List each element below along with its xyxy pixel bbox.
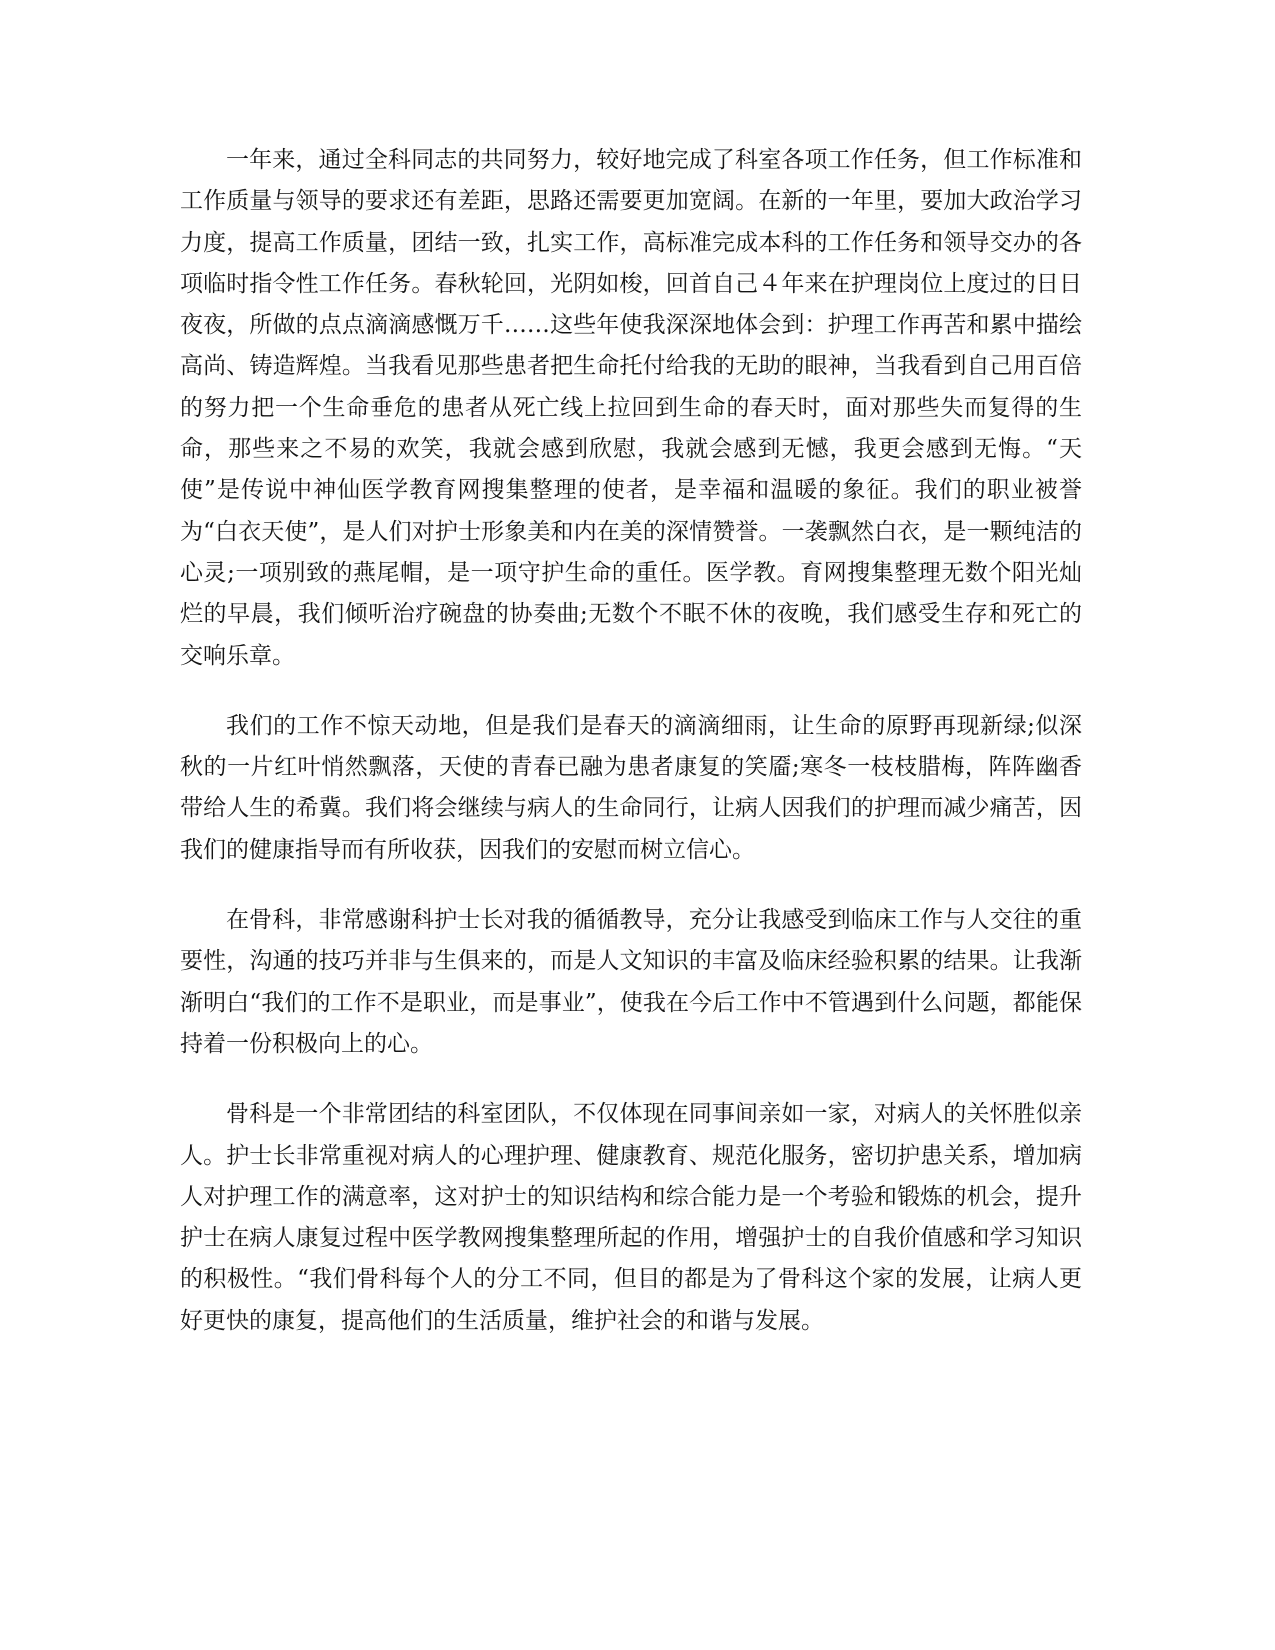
paragraph-1: 一年来，通过全科同志的共同努力，较好地完成了科室各项工作任务，但工作标准和工作质量与领导的要求还有差距，思路还需要更加宽阔。在新的一年里，要加大政治学习力度，提高工作质量，团结一致，扎实工作，高标准完成本科的工作任务和领导交办的各项临时指令性工作任务。春秋轮回，光阴如梭，回首自己４年来在护理岗位上度过的日日夜夜，所做的点点滴滴感慨万千……这些年使我深深地体会到：护理工作再苦和累中描绘高尚、铸造辉煌。当我看见那些患者把生命托付给我的无助的眼神，当我看到自己用百倍的努力把一个生命垂危的患者从死亡线上拉回到生命的春天时，面对那些失而复得的生命，那些来之不易的欢笑，我就会感到欣慰，我就会感到无憾，我更会感到无悔。“天使”是传说中神仙医学教育网搜集整理的使者，是幸福和温暖的象征。我们的职业被誉为“白衣天使”，是人们对护士形象美和内在美的深情赞誉。一袭飘然白衣，是一颗纯洁的心灵;一项别致的燕尾帽，是一项守护生命的重任。医学教。育网搜集整理无数个阳光灿烂的早晨，我们倾听治疗碗盘的协奏曲;无数个不眠不休的夜晚，我们感受生存和死亡的交响乐章。 bbox=[180, 147, 1082, 669]
paragraph-2: 我们的工作不惊天动地，但是我们是春天的滴滴细雨，让生命的原野再现新绿;似深秋的一片红叶悄然飘落，天使的青春已融为患者康复的笑靥;寒冬一枝枝腊梅，阵阵幽香带给人生的希冀。我们将会继续与病人的生命同行，让病人因我们的护理而减少痛苦，因我们的健康指导而有所收获，因我们的安慰而树立信心。 bbox=[180, 712, 1082, 863]
paragraph-3: 在骨科，非常感谢科护士长对我的循循教导，充分让我感受到临床工作与人交往的重要性，沟通的技巧并非与生俱来的，而是人文知识的丰富及临床经验积累的结果。让我渐渐明白“我们的工作不是职业，而是事业”，使我在今后工作中不管遇到什么问题，都能保持着一份积极向上的心。 bbox=[180, 907, 1082, 1057]
paragraph-4: 骨科是一个非常团结的科室团队，不仅体现在同事间亲如一家，对病人的关怀胜似亲人。护士长非常重视对病人的心理护理、健康教育、规范化服务，密切护患关系，增加病人对护理工作的满意率，这对护士的知识结构和综合能力是一个考验和锻炼的机会，提升护士在病人康复过程中医学教网搜集整理所起的作用，增强护士的自我价值感和学习知识的积极性。“我们骨科每个人的分工不同，但目的都是为了骨科这个家的发展，让病人更好更快的康复，提高他们的生活质量，维护社会的和谐与发展。 bbox=[180, 1101, 1082, 1334]
document-body bbox=[180, 140, 1082, 1371]
